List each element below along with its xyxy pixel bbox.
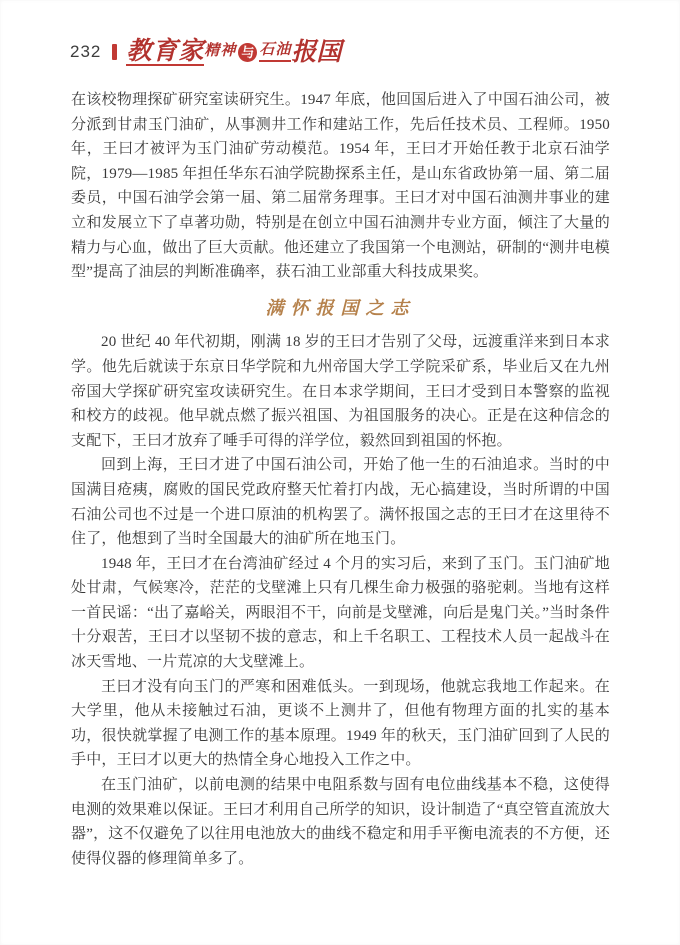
paragraph: 回到上海，王曰才进了中国石油公司，开始了他一生的石油追求。当时的中国满目疮痍，腐败的国民党政府整天忙着打内战，无心搞建设，当时所谓的中国石油公司也不过是一个进口原油的机构罢了。满怀报国之志的王曰才在这里待不住了，他想到了当时全国最大的油矿所在地玉门。	[71, 457, 610, 548]
section-heading: 满怀报国之志	[265, 297, 416, 318]
paragraph: 王曰才没有向玉门的严寒和困难低头。一到现场，他就忘我地工作起来。在大学里，他从未接触过石油，更谈不上测井了，但他有物理方面的扎实的基本功，很快就掌握了电测工作的基本原理。1949 年的秋天，玉门油矿回到了人民的手中，王曰才以更大的热情全身心地投入工作之中。	[71, 678, 610, 769]
title-segment-jiaoyujia: 教育家	[126, 37, 205, 65]
paragraph: 1948 年，王曰才在台湾油矿经过 4 个月的实习后，来到了玉门。玉门油矿地处甘肃，气候寒冷，茫茫的戈壁滩上只有几棵生命力极强的骆驼刺。当地有这样一首民谣：“出了嘉峪关，两眼泪不干，向前是戈壁滩，向后是鬼门关。”当时条件十分艰苦，王曰才以坚韧不拔的意志，和上千名职工、工程技术人员一起战斗在冰天雪地、一片荒凉的大戈壁滩上。	[71, 555, 610, 671]
header-divider-bar	[112, 44, 117, 60]
page-body	[71, 88, 610, 871]
title-segment-shiyou: 石油	[259, 43, 291, 62]
title-segment-baoguo: 报国	[291, 38, 342, 66]
paragraph: 20 世纪 40 年代初期，刚满 18 岁的王曰才告别了父母，远渡重洋来到日本求学。他先后就读于东京日华学院和九州帝国大学工学院采矿系，毕业后又在九州帝国大学探矿研究室攻读研究生。在日本求学期间，王曰才受到日本警察的监视和校方的歧视。他早就点燃了振兴祖国、为祖国服务的决心。正是在这种信念的支配下，王曰才放弃了唾手可得的洋学位，毅然回到祖国的怀抱。	[71, 334, 610, 449]
paragraph: 在玉门油矿，以前电测的结果中电阻系数与固有电位曲线基本不稳，这使得电测的效果难以保证。王曰才利用自己所学的知识，设计制造了“真空管直流放大器”，这不仅避免了以往用电池放大的曲线不稳定和用手平衡电流表的不方便，还使得仪器的修理简单多了。	[71, 777, 610, 867]
book-title-logo	[126, 39, 341, 66]
title-segment-yu-circle: 与	[238, 43, 257, 62]
title-segment-jingshen: 精神	[204, 42, 237, 59]
paragraph-intro: 在该校物理探矿研究室读研究生。1947 年底，他回国后进入了中国石油公司，被分派到甘肃玉门油矿，从事测井工作和建站工作，先后任技术员、工程师。1950 年，王曰才被评为玉门油矿劳动模范。1954 年，王曰才开始任教于北京石油学院，1979—1985 年担任华东石油学院勘探系主任，是山东省政协第一届、第二届委员，中国石油学会第一届、第二届常务理事。王曰才对中国石油测井事业的建立和发展立下了卓著功勋，特别是在创立中国石油测井专业方面，倾注了大量的精力与心血，做出了巨大贡献。他还建立了我国第一个电测站，研制的“测井电模型”提高了油层的判断准确率，获石油工业部重大科技成果奖。	[71, 92, 610, 281]
page-number: 232	[70, 42, 102, 61]
section-paragraphs	[71, 330, 610, 871]
running-head	[70, 36, 610, 68]
